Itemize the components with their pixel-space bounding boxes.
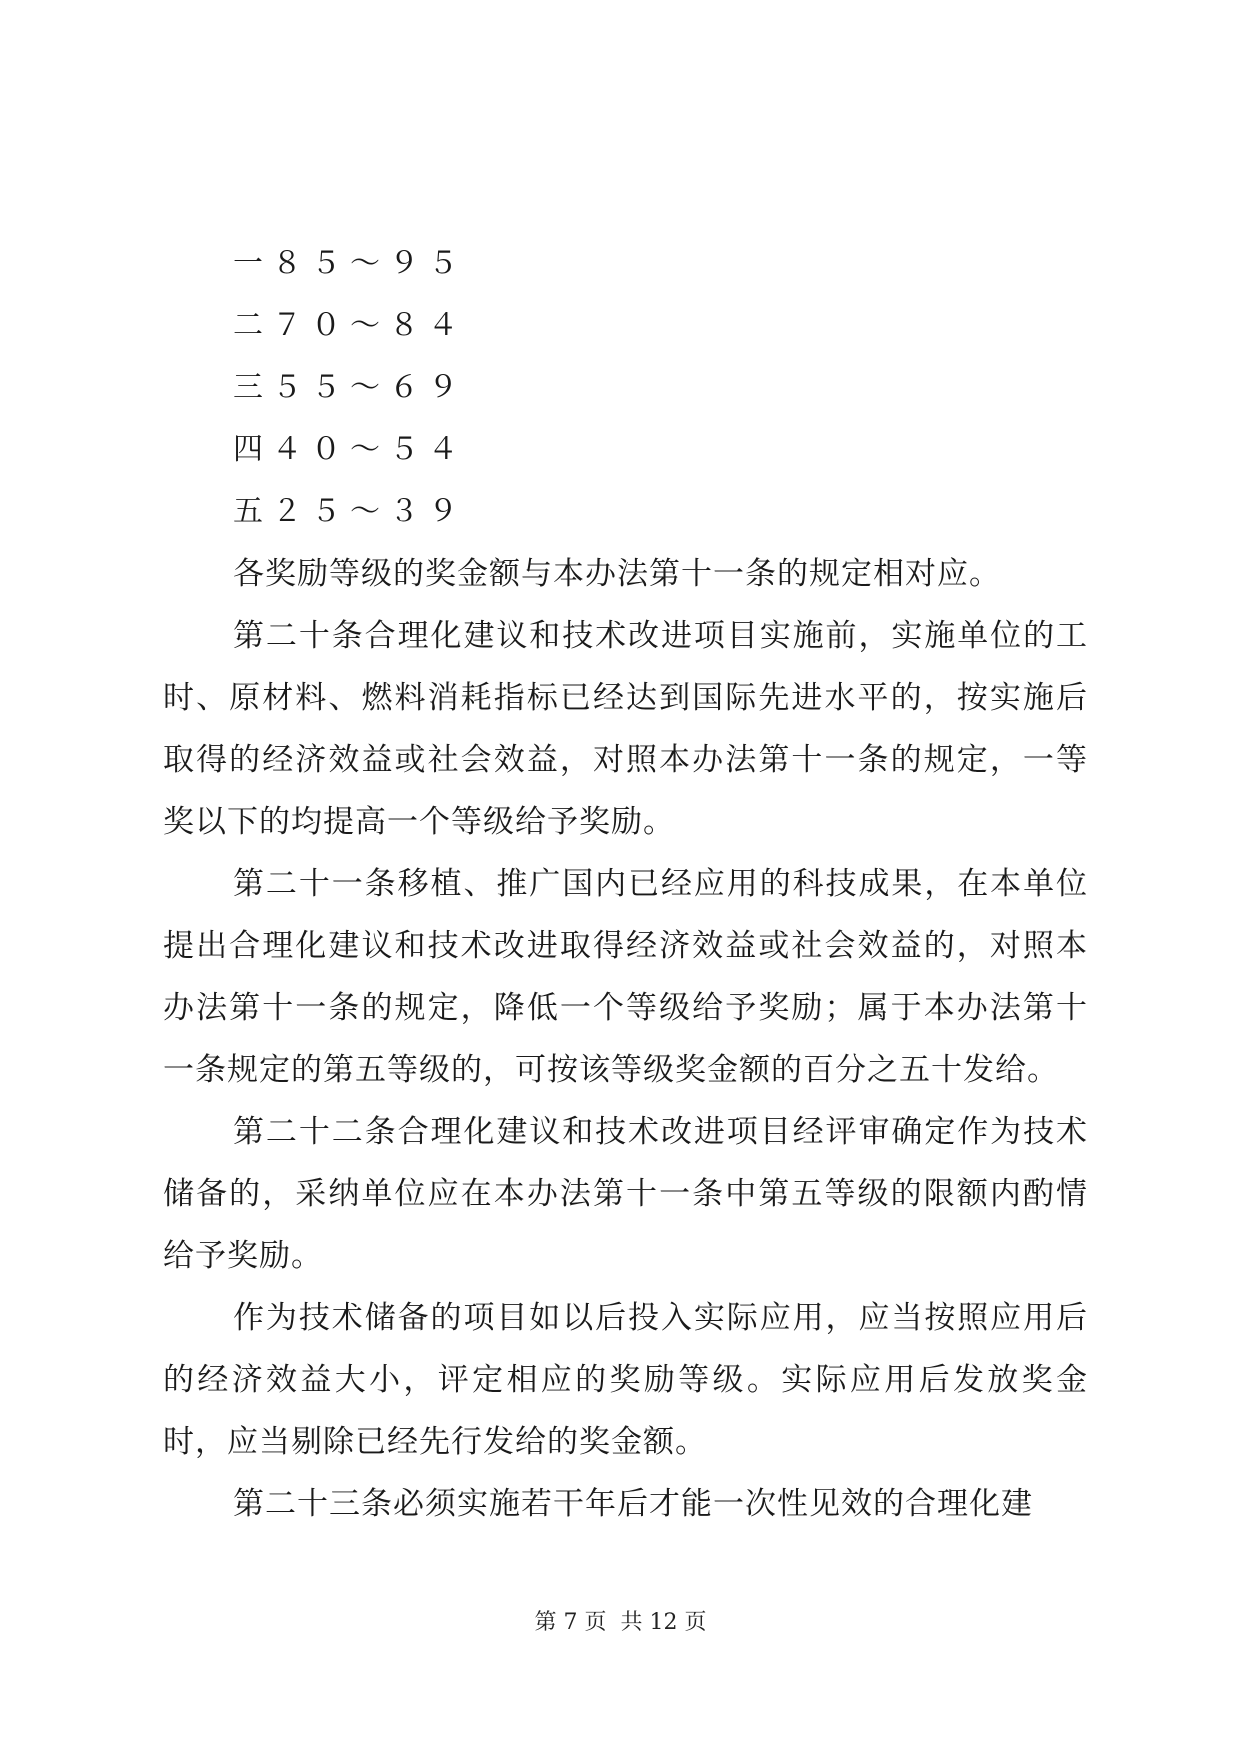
paragraph-article-22: 第二十二条合理化建议和技术改进项目经评审确定作为技术储备的，采纳单位应在本办法第十一条中第五等级的限额内酌情给予奖励。 xyxy=(163,1114,1088,1274)
paragraph-article-20: 第二十条合理化建议和技术改进项目实施前，实施单位的工时、原材料、燃料消耗指标已经达到国际先进水平的，按实施后取得的经济效益或社会效益，对照本办法第十一条的规定，一等奖以下的均提高一个等级给予奖励。 xyxy=(163,618,1088,840)
grade-row-3: 三５５～６９ xyxy=(233,370,467,405)
grade-row-4: 四４０～５４ xyxy=(233,432,467,467)
grade-score-list xyxy=(233,233,467,543)
document-body xyxy=(163,543,1088,1535)
grade-row-1: 一８５～９５ xyxy=(233,246,467,281)
paragraph-bonus-correspondence: 各奖励等级的奖金额与本办法第十一条的规定相对应。 xyxy=(233,556,1001,592)
paragraph-article-21: 第二十一条移植、推广国内已经应用的科技成果，在本单位提出合理化建议和技术改进取得经济效益或社会效益的，对照本办法第十一条的规定，降低一个等级给予奖励；属于本办法第十一条规定的第五等级的，可按该等级奖金额的百分之五十发给。 xyxy=(163,866,1088,1088)
grade-row-2: 二７０～８４ xyxy=(233,308,467,343)
page-number-footer: 第 7 页 共 12 页 xyxy=(534,1610,707,1635)
grade-row-5: 五２５～３９ xyxy=(233,494,467,529)
paragraph-technical-reserve: 作为技术储备的项目如以后投入实际应用，应当按照应用后的经济效益大小，评定相应的奖励等级。实际应用后发放奖金时，应当剔除已经先行发给的奖金额。 xyxy=(163,1300,1088,1460)
paragraph-article-23: 第二十三条必须实施若干年后才能一次性见效的合理化建 xyxy=(233,1486,1033,1522)
